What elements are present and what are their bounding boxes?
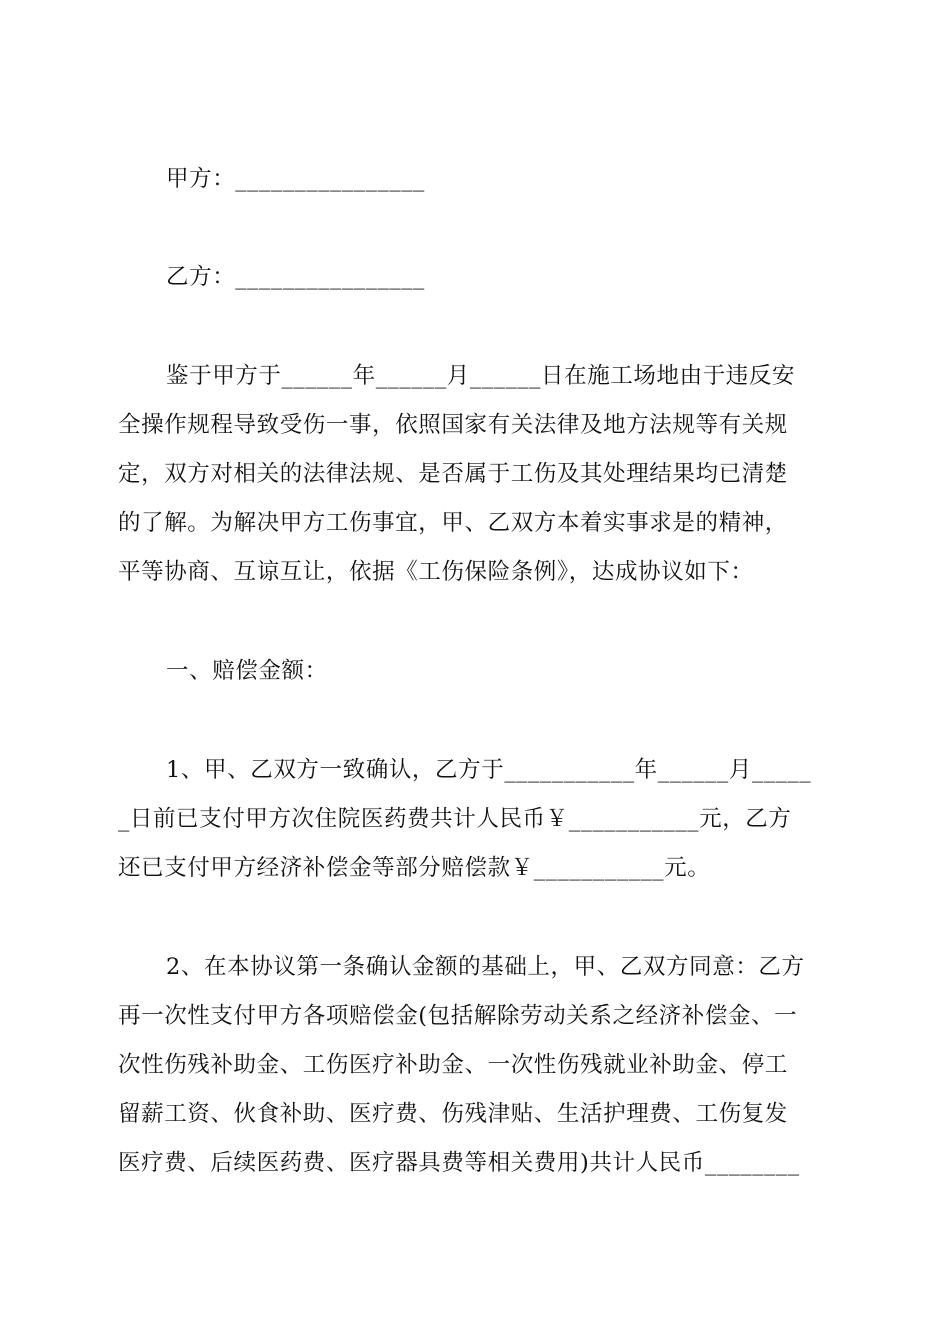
- clause-2-line-1: 2、在本协议第一条确认金额的基础上，甲、乙双方同意：乙方: [166, 954, 805, 980]
- clause-1-line-3: 还已支付甲方经济补偿金等部分赔偿款￥___________元。: [118, 855, 711, 881]
- clause-1-line-2: _日前已支付甲方次住院医药费共计人民币￥___________元，乙方: [118, 806, 792, 832]
- preamble-line-2: 全操作规程导致受伤一事，依照国家有关法律及地方法规等有关规: [118, 412, 788, 438]
- preamble-line-1: 鉴于甲方于______年______月______日在施工场地由于违反安: [166, 363, 796, 389]
- party-a-line: 甲方：________________: [166, 166, 425, 192]
- clause-2-line-4: 留薪工资、伙食补助、医疗费、伤残津贴、生活护理费、工伤复发: [118, 1101, 788, 1127]
- clause-2-line-5: 医疗费、后续医药费、医疗器具费等相关费用)共计人民币________: [118, 1150, 800, 1176]
- preamble-line-5: 平等协商、互谅互让，依据《工伤保险条例》，达成协议如下：: [118, 559, 754, 585]
- section-1-title: 一、赔偿金额：: [166, 658, 328, 684]
- clause-2-line-2: 再一次性支付甲方各项赔偿金(包括解除劳动关系之经济补偿金、一: [118, 1003, 798, 1029]
- clause-1-line-1: 1、甲、乙双方一致确认，乙方于___________年______月_____: [166, 757, 812, 783]
- preamble-line-3: 定，双方对相关的法律法规、是否属于工伤及其处理结果均已清楚: [118, 461, 788, 487]
- clause-2-line-3: 次性伤残补助金、工伤医疗补助金、一次性伤残就业补助金、停工: [118, 1052, 788, 1078]
- preamble-line-4: 的了解。为解决甲方工伤事宜，甲、乙双方本着实事求是的精神，: [118, 510, 788, 536]
- party-b-line: 乙方：________________: [166, 264, 425, 290]
